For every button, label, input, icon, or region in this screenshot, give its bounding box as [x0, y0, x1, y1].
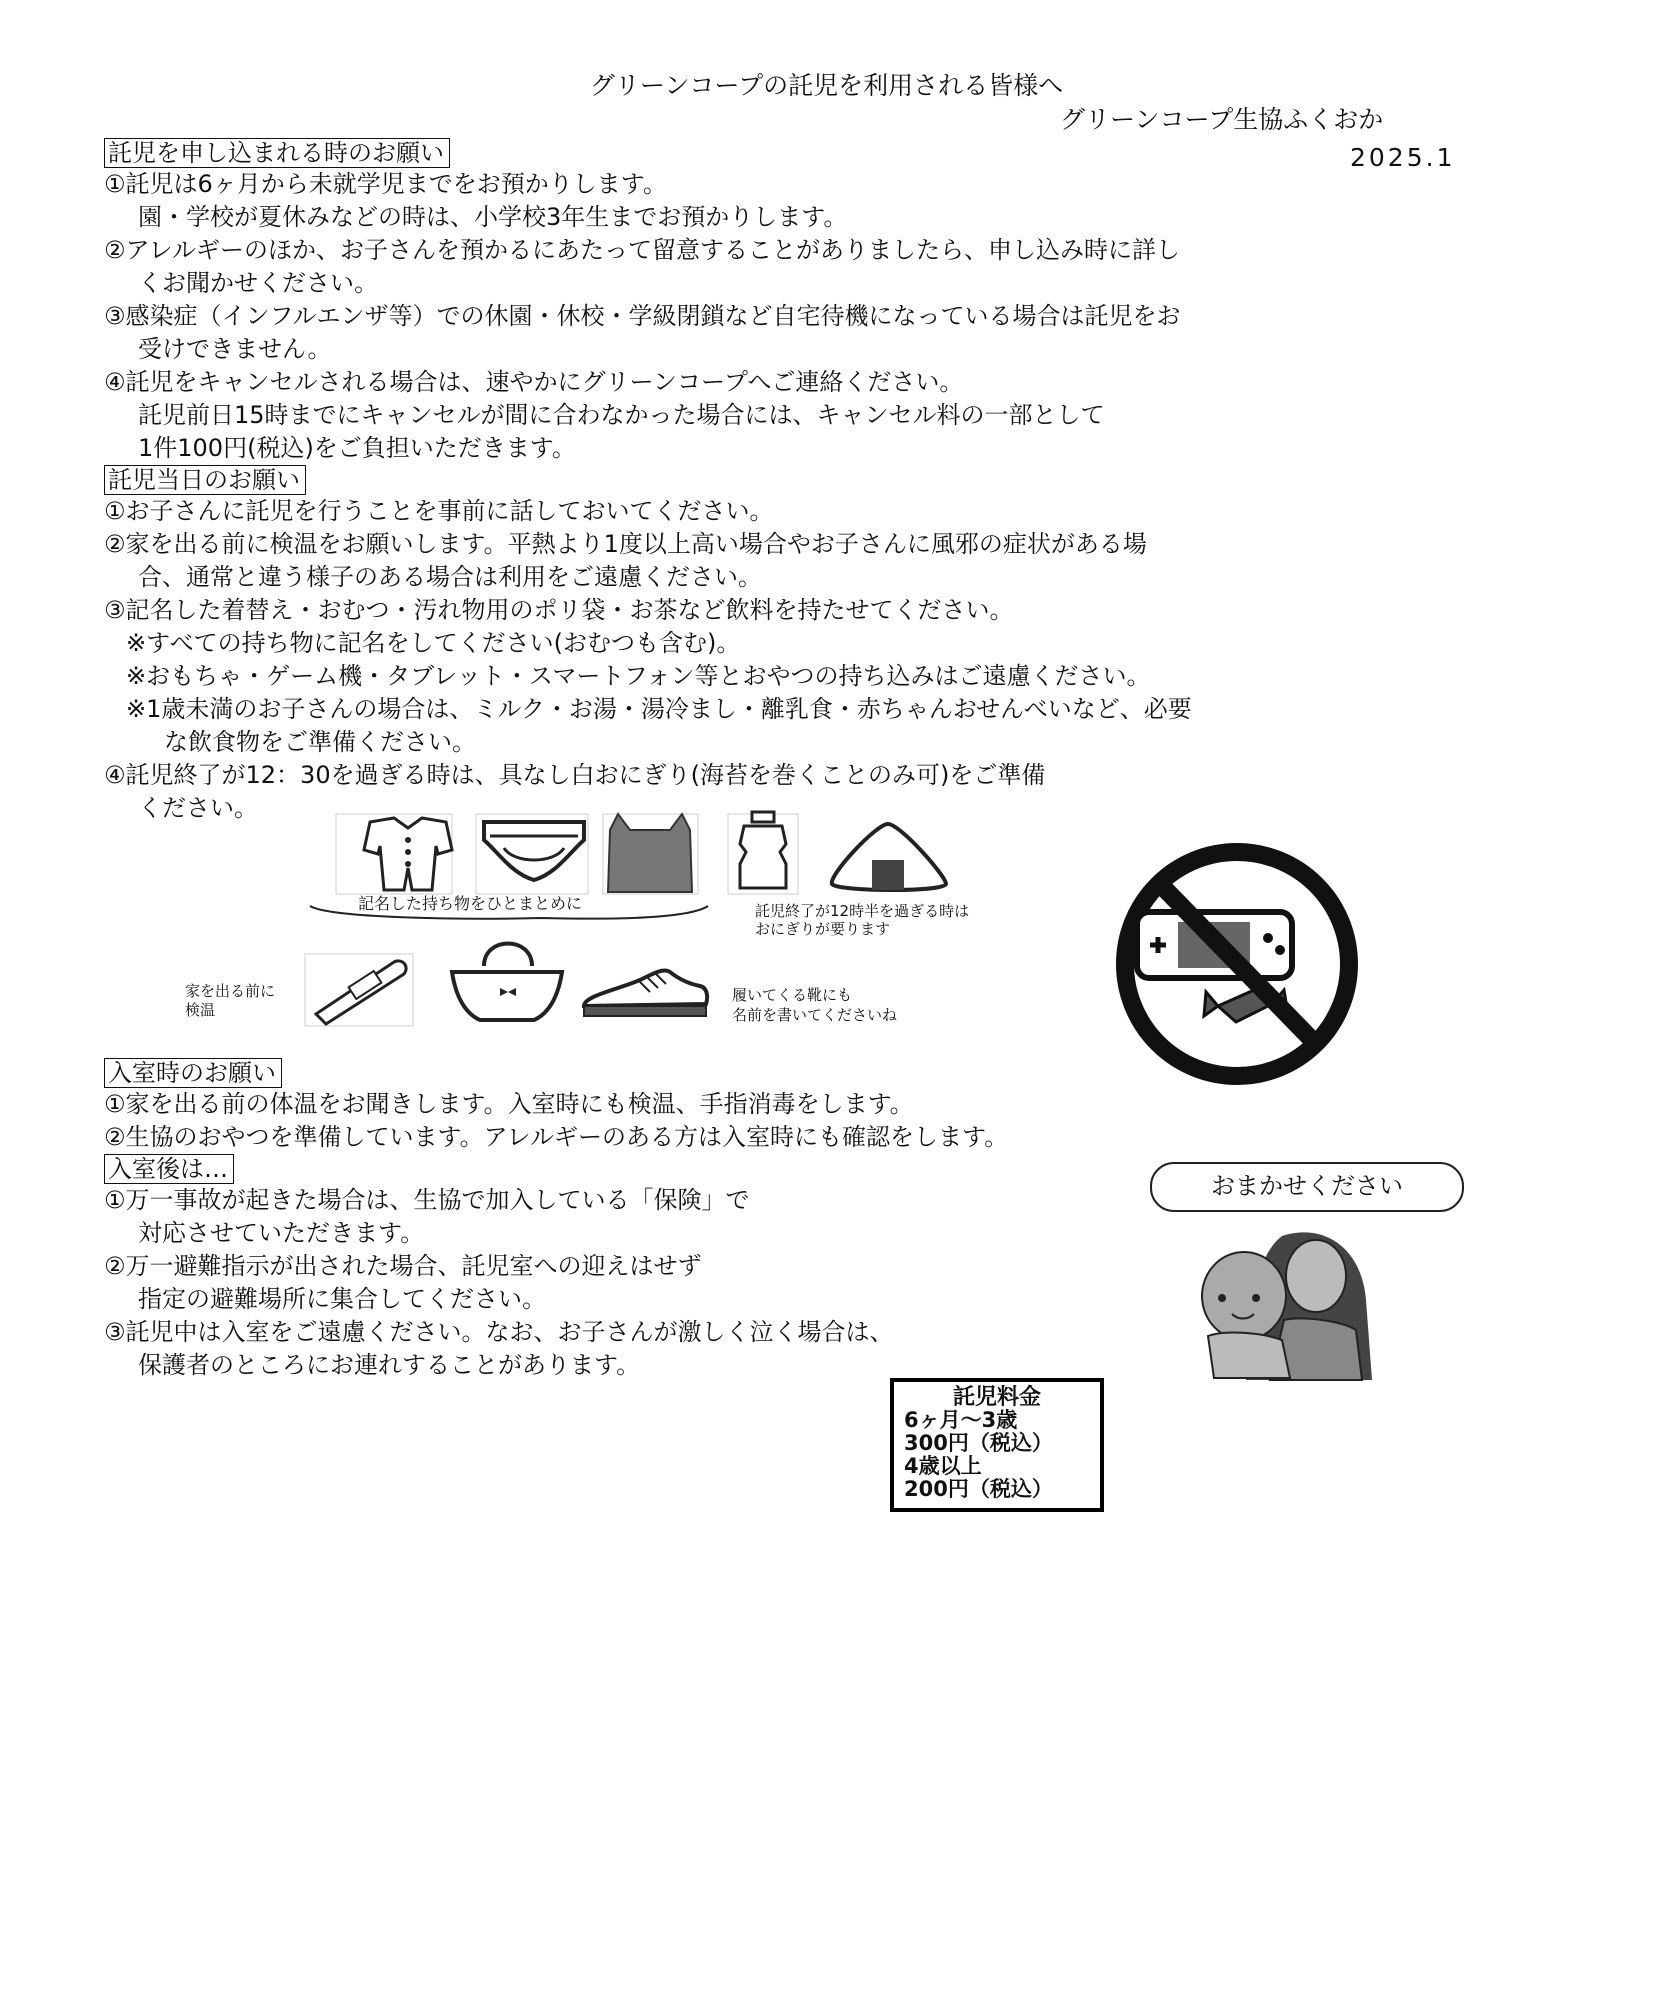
day-line-2: ②家を出る前に検温をお願いします。平熱より1度以上高い場合やお子さんに風邪の症状がある場: [104, 530, 1147, 558]
section-heading-entry: 入室時のお願い: [104, 1058, 282, 1088]
after-line-6: 保護者のところにお連れすることがあります。: [138, 1351, 641, 1379]
shoes-caption-2: 名前を書いてくださいね: [732, 1006, 898, 1024]
sneaker-icon: [584, 970, 707, 1016]
day-line-7: ※1歳未満のお子さんの場合は、ミルク・お湯・湯冷まし・離乳食・赤ちゃんおせんべいなど、必要: [126, 695, 1192, 723]
apply-line-2: 園・学校が夏休みなどの時は、小学校3年生までお預かりします。: [138, 203, 848, 231]
after-line-4: 指定の避難場所に集合してください。: [138, 1285, 546, 1313]
temperature-caption-2: 検温: [185, 1001, 216, 1019]
fee-title: 託児料金: [952, 1385, 1041, 1410]
day-line-9: ④託児終了が12：30を過ぎる時は、具なし白おにぎり(海苔を巻くことのみ可)をご準備: [104, 761, 1046, 789]
issue-date: 2025.1: [1350, 143, 1456, 172]
after-line-1: ①万一事故が起きた場合は、生協で加入している「保険」で: [104, 1186, 750, 1214]
after-line-2: 対応させていただきます。: [138, 1219, 425, 1247]
mother-and-baby-illustration: [1202, 1232, 1372, 1380]
day-line-4: ③記名した着替え・おむつ・汚れ物用のポリ袋・お茶など飲料を持たせてください。: [104, 596, 1014, 624]
after-line-5: ③託児中は入室をご遠慮ください。なお、お子さんが激しく泣く場合は、: [104, 1318, 894, 1346]
day-line-1: ①お子さんに託児を行うことを事前に話しておいてください。: [104, 497, 774, 525]
apply-line-8: 託児前日15時までにキャンセルが間に合わなかった場合には、キャンセル料の一部として: [138, 401, 1105, 429]
onigiri-caption-2: おにぎりが要ります: [755, 920, 891, 938]
section-heading-after: 入室後は…: [104, 1154, 234, 1184]
fee-price-1: 300円（税込）: [904, 1431, 1053, 1455]
plastic-bag-icon: [603, 814, 698, 894]
day-line-5: ※すべての持ち物に記名をしてください(おむつも含む)。: [126, 629, 741, 657]
apply-line-1: ①託児は6ヶ月から未就学児までをお預かりします。: [104, 170, 667, 198]
day-line-10: ください。: [138, 794, 258, 822]
day-line-8: な飲食物をご準備ください。: [164, 728, 476, 756]
day-line-6: ※おもちゃ・ゲーム機・タブレット・スマートフォン等とおやつの持ち込みはご遠慮ください。: [126, 662, 1151, 690]
shoes-caption-1: 履いてくる靴にも: [732, 986, 853, 1004]
fee-box: [890, 1378, 1104, 1512]
speech-bubble: おまかせください: [1150, 1162, 1464, 1212]
page-title: グリーンコープの託児を利用される皆様へ: [589, 71, 1064, 100]
entry-line-2: ②生協のおやつを準備しています。アレルギーのある方は入室時にも確認をします。: [104, 1123, 1009, 1151]
entry-line-1: ①家を出る前の体温をお聞きします。入室時にも検温、手指消毒をします。: [104, 1090, 914, 1118]
after-line-3: ②万一避難指示が出された場合、託児室への迎えはせず: [104, 1252, 702, 1280]
onigiri-icon: [832, 824, 946, 890]
drink-bottle-icon: [728, 812, 798, 894]
day-line-3: 合、通常と違う様子のある場合は利用をご遠慮ください。: [138, 563, 762, 591]
onigiri-caption-1: 託児終了が12時半を過ぎる時は: [755, 902, 970, 920]
tote-bag-icon: [452, 944, 562, 1021]
no-games-no-snacks-icon: [1125, 852, 1349, 1076]
fee-age-range-1: 6ヶ月～3歳: [904, 1408, 1018, 1432]
apply-line-4: くお聞かせください。: [138, 269, 378, 297]
apply-line-7: ④託児をキャンセルされる場合は、速やかにグリーンコープへご連絡ください。: [104, 368, 964, 396]
section-heading-day: 託児当日のお願い: [104, 465, 306, 495]
organization-name: グリーンコープ生協ふくおか: [1060, 105, 1384, 134]
apply-line-3: ②アレルギーのほか、お子さんを預かるにあたって留意することがありましたら、申し込み時に詳し: [104, 236, 1180, 264]
romper-icon: [336, 814, 452, 894]
belongings-caption: 記名した持ち物をひとまとめに: [358, 894, 583, 913]
apply-line-6: 受けできません。: [138, 335, 332, 363]
apply-line-5: ③感染症（インフルエンザ等）での休園・休校・学級閉鎖など自宅待機になっている場合は託児をお: [104, 302, 1181, 330]
apply-line-9: 1件100円(税込)をご負担いただきます。: [138, 434, 576, 462]
section-heading-apply: 託児を申し込まれる時のお願い: [104, 138, 450, 168]
diaper-icon: [476, 814, 588, 894]
fee-price-2: 200円（税込）: [904, 1477, 1053, 1501]
thermometer-icon: [305, 954, 413, 1026]
temperature-caption-1: 家を出る前に: [185, 982, 276, 1000]
fee-age-range-2: 4歳以上: [904, 1454, 982, 1478]
